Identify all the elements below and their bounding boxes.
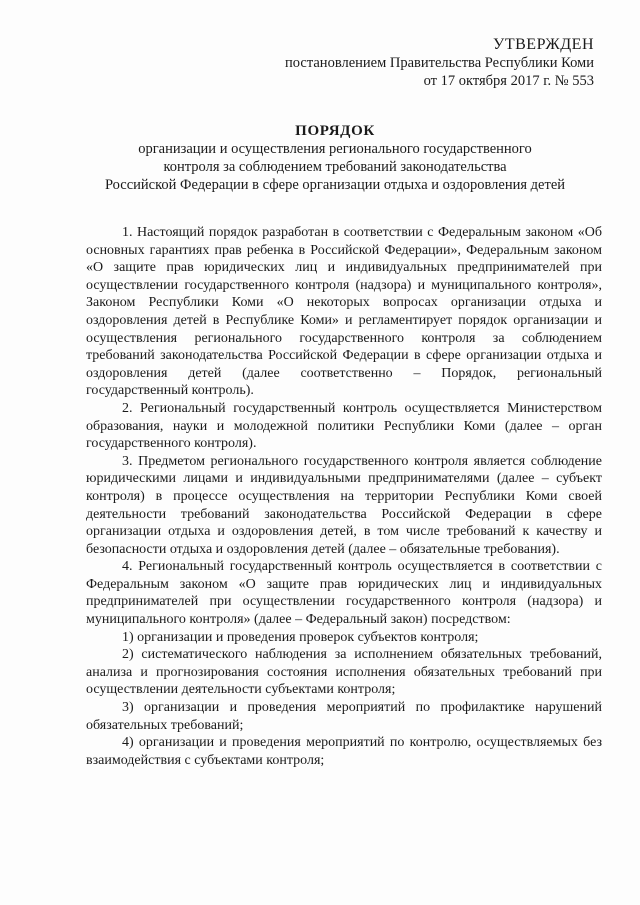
document-body — [86, 224, 602, 769]
document-heading — [60, 122, 610, 194]
document-subtitle-2: контроля за соблюдением требований законодательства — [163, 159, 507, 175]
list-item-2: 2) систематического наблюдения за исполнением обязательных требований, анализа и прогнозирования состояния исполнения обязательных требований при осуществлении деятельности субъектами контроля; — [86, 647, 602, 698]
approval-line-2: от 17 октября 2017 г. № 553 — [423, 73, 594, 89]
list-item-1: 1) организации и проведения проверок субъектов контроля; — [122, 629, 479, 645]
document-subtitle-3: Российской Федерации в сфере организации отдыха и оздоровления детей — [104, 177, 566, 193]
approval-title: УТВЕРЖДЕН — [493, 36, 594, 53]
list-item-4: 4) организации и проведения мероприятий по контролю, осуществляемых без взаимодействия с субъектами контроля; — [86, 735, 602, 768]
paragraph-3: 3. Предметом регионального государственного контроля является соблюдение юридическими лицами и индивидуальными предпринимателями (далее – субъект контроля) в процессе осуществления на территории Республики Коми своей деятельности требований законодательства Российской Федерации в сфере организации отдыха и оздоровления детей, в том числе требований к качеству и безопасности отдыха и оздоровления детей (далее – обязательные требования). — [86, 453, 602, 557]
approval-line-1: постановлением Правительства Республики Коми — [285, 55, 594, 71]
paragraph-4: 4. Региональный государственный контроль осуществляется в соответствии с Федеральным законом «О защите прав юридических лиц и индивидуальных предпринимателей при осуществлении государственного контроля (надзора) и муниципального контроля» (далее – Федеральный закон) посредством: — [86, 559, 602, 628]
paragraph-1: 1. Настоящий порядок разработан в соответствии с Федеральным законом «Об основных гарантиях прав ребенка в Российской Федерации», Федеральным законом «О защите прав юридических лиц и индивидуальных предпринимателей при осуществлении государственного контроля (надзора) и муниципального контроля», Законом Республики Коми «О некоторых вопросах организации отдыха и оздоровления детей в Республике Коми» и регламентирует порядок организации и осуществления регионального государственного контроля за соблюдением требований законодательства Российской Федерации в сфере организации отдыха и оздоровления детей (далее соответственно – Порядок, региональный государственный контроль). — [86, 225, 602, 399]
document-subtitle-1: организации и осуществления регионального государственного — [138, 141, 532, 157]
document-title: ПОРЯДОК — [295, 123, 375, 139]
approval-stamp — [285, 36, 594, 90]
paragraph-2: 2. Региональный государственный контроль осуществляется Министерством образования, науки и молодежной политики Республики Коми (далее – орган государственного контроля). — [86, 400, 602, 452]
list-item-3: 3) организации и проведения мероприятий по профилактике нарушений обязательных требований; — [86, 700, 602, 733]
